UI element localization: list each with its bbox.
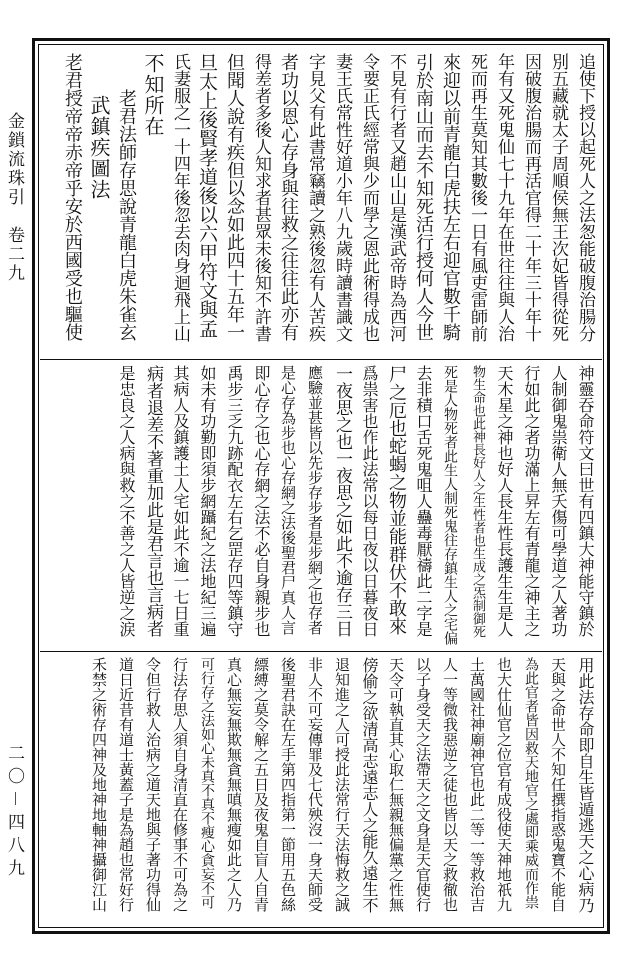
text-column: 也大仕仙官之位官有成役使天神地祇九 bbox=[495, 657, 513, 912]
text-panel-top bbox=[45, 53, 597, 353]
text-column: 但聞人說有疾但以念如此四十五年一 bbox=[224, 53, 245, 341]
text-column: 用此法存命即自生皆遁逃天之心病乃 bbox=[576, 657, 595, 913]
text-column: 病者退差不著重加此是君言也言病者 bbox=[143, 365, 163, 637]
text-column: 禾禁之術存四神及地神地軸神攝御江山 bbox=[90, 657, 108, 912]
text-column: 其病人及鎮護土人宅如此不逾一七日重 bbox=[171, 365, 190, 637]
text-column: 行如此之者功滿上昇左有青龍之神主之 bbox=[522, 365, 541, 637]
text-column: 天木星之神也好人長生性長護生生是人 bbox=[495, 365, 514, 637]
text-column: 武鎮疾圖法 bbox=[87, 53, 111, 200]
text-column: 死是人物死者此生人制死鬼往存鎮生人之宅偏 bbox=[442, 365, 458, 645]
text-column: 人一等微我惡逆之徒也皆以天之救徹也 bbox=[441, 657, 459, 912]
text-column: 一夜思之也一夜思之如此不逾存三日 bbox=[332, 365, 352, 637]
margin-page-number: 二〇－四八九 bbox=[4, 744, 24, 882]
text-column: 物生命也此神長好人之生性者也生成之炁制御死 bbox=[470, 365, 485, 638]
text-panel-bottom bbox=[45, 657, 597, 923]
margin-book-title: 金鎖流珠引 卷二九 bbox=[4, 112, 24, 283]
text-column: 別五藏就太子周順侯無王次妃皆得從死 bbox=[548, 53, 568, 342]
text-column: 神靈吞命符文曰世有四鎮大神能守鎮於 bbox=[576, 365, 595, 637]
text-column: 應驗並甚皆以先步存步者是步網之也存者 bbox=[306, 365, 324, 635]
text-column: 妻王氏常性好道小年八九歲時讀書識文 bbox=[332, 53, 352, 342]
text-column: 是忠良之人病與救之不善之人皆逆之涙 bbox=[117, 365, 136, 637]
text-column: 追使下授以起死人之法怱能破腹治腸分 bbox=[575, 53, 595, 342]
text-column: 令要正氏經常與少而學之恩此術得成也 bbox=[359, 53, 379, 342]
text-column: 傍偷之欲清高志遠志人之能久遠生不 bbox=[360, 657, 379, 913]
panel-divider bbox=[40, 359, 602, 360]
text-column: 去非積口舌死鬼咀人蠱毒厭禱此二字是 bbox=[414, 365, 433, 637]
text-column: 禹步三乏九跡配衣左右乞罡存四等鎮守 bbox=[225, 365, 244, 637]
text-column: 令但行救人治病之道天地與子著功得仙 bbox=[144, 657, 162, 912]
text-column: 尸之厄也蛇蝎之物並能群伏不敢來 bbox=[386, 365, 407, 635]
page-frame bbox=[32, 38, 610, 934]
text-column: 行法存思人須自身清直在修事不可為之 bbox=[171, 657, 189, 912]
text-column: 得差者多後人知求者甚眾未後知不許書 bbox=[251, 53, 271, 342]
text-column: 字見父有此書常竊讀之熟後忽有人苦疾 bbox=[305, 53, 325, 342]
text-panel-middle bbox=[45, 365, 597, 645]
text-column: 老君法師存思說青龍白虎朱雀玄 bbox=[116, 53, 137, 341]
text-column: 真心無妄無欺無貪無嗔無瘦如此之人乃 bbox=[225, 657, 243, 912]
text-column: 年有又死鬼仙七十九年在世往往與人治 bbox=[494, 53, 514, 342]
text-column: 老君授帝帝赤帝乎安於西國受也驅使 bbox=[62, 53, 83, 341]
text-column: 以子身受天之法帶天之文身是天官使行 bbox=[414, 657, 432, 912]
text-column: 為此官者皆因救天地官之處即乘威而作祟 bbox=[523, 657, 539, 909]
text-column: 天令可執直其心取仁無親無偏黨之性無 bbox=[387, 657, 405, 912]
text-column: 爲祟害也作此法常以每日夜以日暮夜日 bbox=[360, 365, 379, 637]
text-column: 死而再生莫知其數後一日有風吏雷師前 bbox=[467, 53, 487, 342]
text-column: 因破腹治腸而再活官得二十年三十年十 bbox=[521, 53, 541, 342]
text-column: 退知進之人可授此法常行天法悔救之誠 bbox=[333, 657, 351, 912]
text-column: 是心存為步也心存網之法後聖君尸真人言 bbox=[279, 365, 297, 635]
text-column: 如未有功勤即須步網躡紀之法地紀三遍 bbox=[198, 365, 217, 637]
text-column: 不知所在 bbox=[141, 53, 165, 137]
text-column: 旦太上後賢孝道後以六甲符文與孟 bbox=[196, 53, 218, 338]
text-column: 即心存之也心存網之法不必自身親步也 bbox=[252, 365, 271, 637]
text-column: 土萬國社神廟神官也此二等一等救治吉 bbox=[468, 657, 486, 912]
text-column: 者功以恩心存身與往救之往往此亦有 bbox=[278, 53, 299, 341]
text-column: 引於南山而去不知死活行授何人今世 bbox=[413, 53, 434, 341]
text-column: 氏妻服之一十四年後忽去肉身迴飛上山 bbox=[170, 53, 190, 342]
text-column: 縹縛之莫令解之五日及夜鬼自盲人自青 bbox=[252, 657, 270, 912]
text-column: 來迎以前青龍白虎扶左右迎官數千騎 bbox=[440, 53, 461, 341]
text-column: 人制御鬼祟衛人無夭傷可學道之人著功 bbox=[549, 365, 568, 637]
text-column: 非人不可妄傳罪及七代殃沒一身天師受 bbox=[306, 657, 324, 912]
text-column: 可行存之法如心未真不真不瘦心貪妄不可 bbox=[199, 657, 215, 909]
text-column: 不見有行者又趙山山是漢武帝時為西河 bbox=[386, 53, 406, 342]
text-column: 後聖君訣在左手第四指第一節用五色絲 bbox=[279, 657, 297, 912]
panel-divider bbox=[40, 651, 602, 652]
text-column: 天與之命世人不知任撰指惑鬼寶不能自 bbox=[549, 657, 567, 912]
text-column: 道日近昔有道士黃蓋子是為趙也常好行 bbox=[117, 657, 135, 912]
